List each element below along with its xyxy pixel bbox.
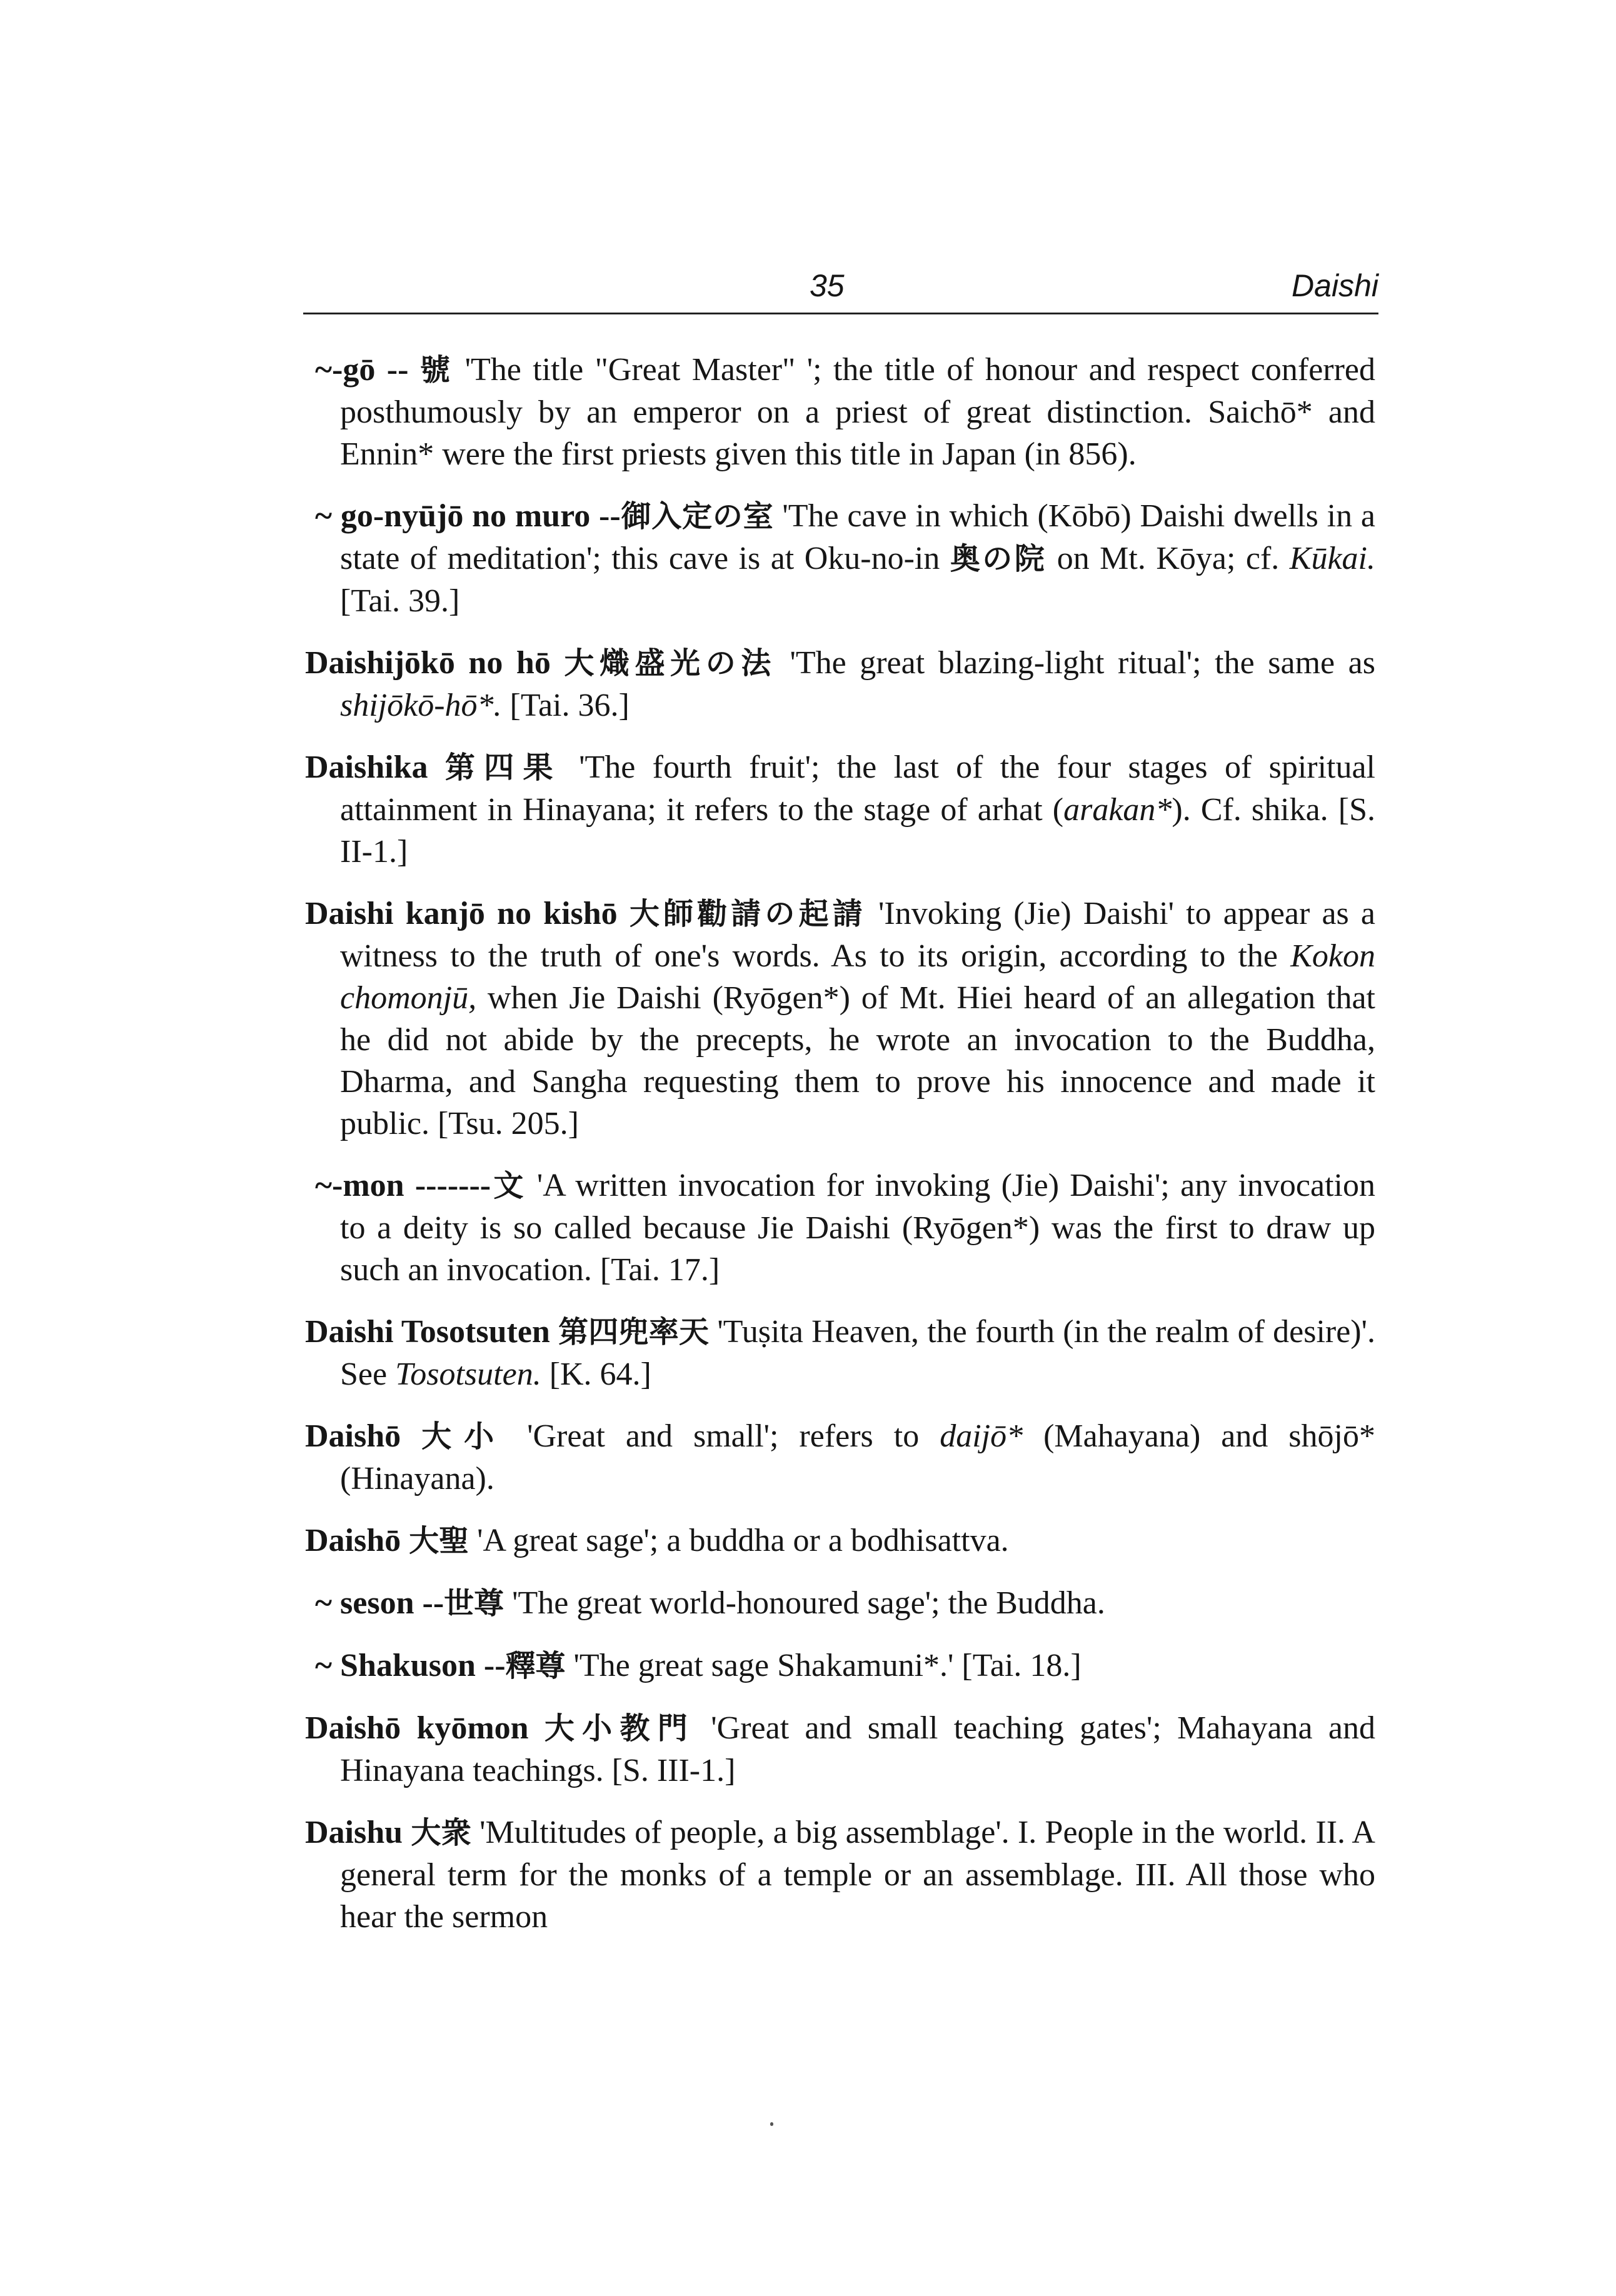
entry-seson: ~ seson --世尊 'The great world-honoured sage'; the Buddha. [315, 1585, 1105, 1621]
entry-daishika: Daishika 第四果 'The fourth fruit'; the last of the four stages of spiritual attainment in Hinayana; it refers to the stage of arhat (arakan*). Cf. shika. [S. II-1.] [305, 749, 1376, 870]
running-head: Daishi [1292, 268, 1378, 303]
entry-shakuson: ~ Shakuson --釋尊 'The great sage Shakamuni*.' [Tai. 18.] [315, 1648, 1082, 1683]
entry-daishi-tosotsuten: Daishi Tosotsuten 第四兜率天 'Tuṣita Heaven, the fourth (in the realm of desire)'. See Tosotsuten. [K. 64.] [305, 1314, 1375, 1392]
entry-mon: ~-mon -------文 'A written invocation for invoking (Jie) Daishi'; any invocation to a deity is so called because Jie Daishi (Ryōgen*) was the first to draw up such an invocation. [Tai. 17.] [315, 1168, 1375, 1288]
entry-daishu: Daishu 大衆 'Multitudes of people, a big assemblage'. I. People in the world. II. A general term for the monks of a temple or an assemblage. III. All those who hear the sermon [305, 1815, 1375, 1935]
page-header [303, 263, 1378, 314]
entry-daisho-great-sage: Daishō 大聖 'A great sage'; a buddha or a bodhisattva. [305, 1523, 1009, 1558]
dictionary-entries [305, 349, 1375, 1958]
entry-daisho-great-small: Daishō 大小 'Great and small'; refers to daijō* (Mahayana) and shōjō* (Hinayana). [305, 1418, 1375, 1496]
entry-daishijoko-no-ho: Daishijōkō no hō 大熾盛光の法 'The great blazing-light ritual'; the same as shijōkō-hō*. [Tai. 36.] [305, 645, 1375, 723]
entry-daishi-go: ~-gō -- 號 'The title "Great Master" '; the title of honour and respect conferred posthumously by an emperor on a priest of great distinction. Saichō* and Ennin* were the first priests given this title in Japan (in 856). [315, 352, 1375, 472]
entry-daishi-kanjo-no-kisho: Daishi kanjō no kishō 大師勸請の起請 'Invoking (Jie) Daishi' to appear as a witness to the truth of one's words. As to its origin, according to the Kokon chomonjū, when Jie Daishi (Ryōgen*) of Mt. Hiei heard of an allegation that he did not abide by the precepts, he wrote an invocation to the Buddha, Dharma, and Sangha requesting them to prove his innocence and made it public. [Tsu. 205.] [305, 896, 1375, 1141]
entry-daisho-kyomon: Daishō kyōmon 大小教門 'Great and small teaching gates'; Mahayana and Hinayana teachings. [S. III-1.] [305, 1710, 1375, 1788]
entry-go-nyujo-no-muro: ~ go-nyūjō no muro --御入定の室 'The cave in which (Kōbō) Daishi dwells in a state of meditation'; this cave is at Oku-no-in 奥の院 on Mt. Kōya; cf. Kūkai. [Tai. 39.] [315, 498, 1375, 619]
scan-speck [770, 2122, 773, 2126]
page-number: 35 [810, 268, 845, 303]
